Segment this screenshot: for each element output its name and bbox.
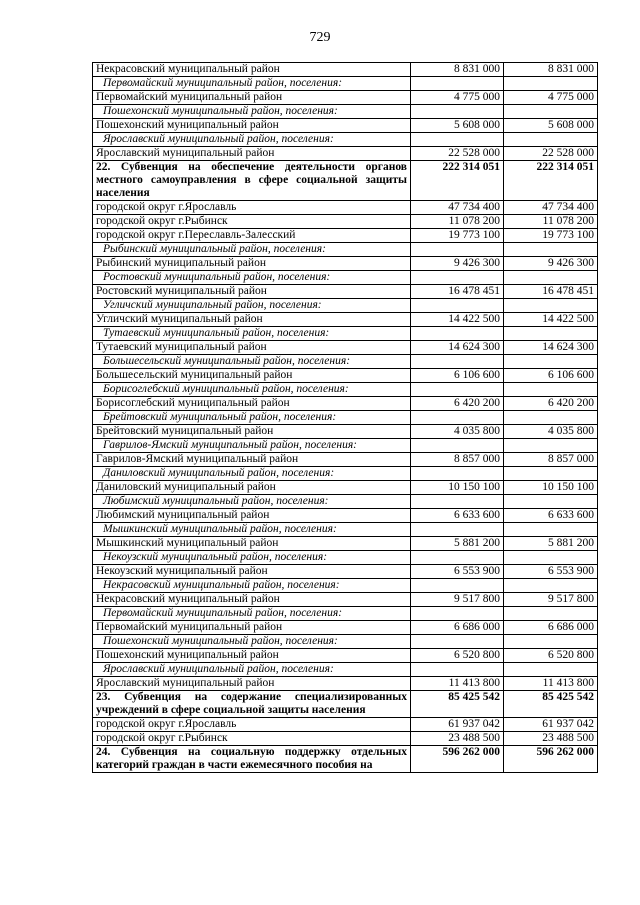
row-name: Пошехонский муниципальный район xyxy=(93,649,411,663)
subheading-row xyxy=(93,607,598,621)
row-name: Ростовский муниципальный район xyxy=(93,285,411,299)
value-col-1 xyxy=(411,439,504,453)
value-col-2: 4 775 000 xyxy=(504,91,598,105)
value-col-1: 6 633 600 xyxy=(411,509,504,523)
subheading-label: Брейтовский муниципальный район, поселения: xyxy=(93,411,411,425)
value-col-1 xyxy=(411,663,504,677)
row-name: Рыбинский муниципальный район xyxy=(93,257,411,271)
value-col-1: 5 881 200 xyxy=(411,537,504,551)
subheading-label: Первомайский муниципальный район, поселения: xyxy=(93,607,411,621)
subheading-row xyxy=(93,327,598,341)
value-col-1 xyxy=(411,77,504,91)
subheading-row xyxy=(93,243,598,257)
subheading-row xyxy=(93,133,598,147)
row-name: Угличский муниципальный район xyxy=(93,313,411,327)
table-row xyxy=(93,63,598,77)
table-row xyxy=(93,732,598,746)
row-name: Борисоглебский муниципальный район xyxy=(93,397,411,411)
value-col-2 xyxy=(504,439,598,453)
subheading-label: Ярославский муниципальный район, поселения: xyxy=(93,663,411,677)
value-col-2 xyxy=(504,77,598,91)
budget-table xyxy=(92,62,598,773)
subheading-label: Любимский муниципальный район, поселения: xyxy=(93,495,411,509)
subheading-row xyxy=(93,551,598,565)
value-col-2: 8 831 000 xyxy=(504,63,598,77)
value-col-1 xyxy=(411,133,504,147)
value-col-1 xyxy=(411,383,504,397)
value-col-2: 5 881 200 xyxy=(504,537,598,551)
budget-table-body xyxy=(93,63,598,773)
row-name: городской округ г.Ярославль xyxy=(93,201,411,215)
table-row xyxy=(93,621,598,635)
subheading-row xyxy=(93,105,598,119)
table-row xyxy=(93,481,598,495)
table-row xyxy=(93,91,598,105)
value-col-2: 11 413 800 xyxy=(504,677,598,691)
row-name: Некоузский муниципальный район xyxy=(93,565,411,579)
value-col-1: 6 106 600 xyxy=(411,369,504,383)
value-col-1 xyxy=(411,327,504,341)
value-col-2: 6 686 000 xyxy=(504,621,598,635)
subheading-row xyxy=(93,299,598,313)
table-row xyxy=(93,425,598,439)
value-col-2: 9 426 300 xyxy=(504,257,598,271)
subheading-row xyxy=(93,663,598,677)
subheading-row xyxy=(93,355,598,369)
value-col-1: 5 608 000 xyxy=(411,119,504,133)
table-row xyxy=(93,147,598,161)
subheading-row xyxy=(93,411,598,425)
value-col-1 xyxy=(411,551,504,565)
table-row xyxy=(93,313,598,327)
subheading-label: Первомайский муниципальный район, поселения: xyxy=(93,77,411,91)
value-col-2 xyxy=(504,635,598,649)
value-col-2: 6 553 900 xyxy=(504,565,598,579)
row-name: городской округ г.Рыбинск xyxy=(93,732,411,746)
value-col-2: 8 857 000 xyxy=(504,453,598,467)
value-col-2: 85 425 542 xyxy=(504,691,598,718)
subheading-label: Пошехонский муниципальный район, поселения: xyxy=(93,105,411,119)
value-col-2 xyxy=(504,299,598,313)
value-col-2: 222 314 051 xyxy=(504,161,598,201)
value-col-2: 596 262 000 xyxy=(504,746,598,773)
value-col-1: 19 773 100 xyxy=(411,229,504,243)
row-name: Любимский муниципальный район xyxy=(93,509,411,523)
row-name: Ярославский муниципальный район xyxy=(93,147,411,161)
value-col-1 xyxy=(411,467,504,481)
table-row xyxy=(93,397,598,411)
value-col-1 xyxy=(411,607,504,621)
value-col-2 xyxy=(504,523,598,537)
table-row xyxy=(93,593,598,607)
table-row xyxy=(93,119,598,133)
subheading-label: Ростовский муниципальный район, поселения: xyxy=(93,271,411,285)
row-name: 23. Субвенция на содержание специализированных учреждений в сфере социальной защиты населения xyxy=(93,691,411,718)
page-number: 729 xyxy=(309,30,331,45)
value-col-1: 6 520 800 xyxy=(411,649,504,663)
value-col-2: 14 624 300 xyxy=(504,341,598,355)
value-col-2: 6 520 800 xyxy=(504,649,598,663)
value-col-1: 6 420 200 xyxy=(411,397,504,411)
value-col-2 xyxy=(504,579,598,593)
value-col-1 xyxy=(411,523,504,537)
table-row xyxy=(93,369,598,383)
table-row xyxy=(93,718,598,732)
section-row xyxy=(93,746,598,773)
table-row xyxy=(93,509,598,523)
section-row xyxy=(93,161,598,201)
value-col-2: 5 608 000 xyxy=(504,119,598,133)
value-col-2 xyxy=(504,467,598,481)
value-col-2: 14 422 500 xyxy=(504,313,598,327)
subheading-row xyxy=(93,271,598,285)
value-col-1 xyxy=(411,411,504,425)
value-col-1: 596 262 000 xyxy=(411,746,504,773)
table-row xyxy=(93,453,598,467)
row-name: Даниловский муниципальный район xyxy=(93,481,411,495)
value-col-2: 10 150 100 xyxy=(504,481,598,495)
value-col-2 xyxy=(504,551,598,565)
value-col-2: 22 528 000 xyxy=(504,147,598,161)
subheading-row xyxy=(93,467,598,481)
value-col-2 xyxy=(504,411,598,425)
table-row xyxy=(93,215,598,229)
value-col-1: 6 553 900 xyxy=(411,565,504,579)
value-col-2 xyxy=(504,327,598,341)
value-col-2 xyxy=(504,355,598,369)
value-col-1: 23 488 500 xyxy=(411,732,504,746)
row-name: Ярославский муниципальный район xyxy=(93,677,411,691)
row-name: городской округ г.Рыбинск xyxy=(93,215,411,229)
subheading-label: Ярославский муниципальный район, поселения: xyxy=(93,133,411,147)
row-name: Гаврилов-Ямский муниципальный район xyxy=(93,453,411,467)
subheading-row xyxy=(93,495,598,509)
value-col-1: 14 624 300 xyxy=(411,341,504,355)
subheading-label: Некоузский муниципальный район, поселения: xyxy=(93,551,411,565)
subheading-label: Гаврилов-Ямский муниципальный район, поселения: xyxy=(93,439,411,453)
subheading-label: Большесельский муниципальный район, поселения: xyxy=(93,355,411,369)
row-name: Некрасовский муниципальный район xyxy=(93,63,411,77)
subheading-label: Некрасовский муниципальный район, поселения: xyxy=(93,579,411,593)
value-col-1 xyxy=(411,105,504,119)
value-col-2 xyxy=(504,383,598,397)
table-row xyxy=(93,341,598,355)
value-col-1: 222 314 051 xyxy=(411,161,504,201)
table-row xyxy=(93,285,598,299)
value-col-2 xyxy=(504,607,598,621)
subheading-row xyxy=(93,77,598,91)
value-col-1: 10 150 100 xyxy=(411,481,504,495)
subheading-label: Борисоглебский муниципальный район, поселения: xyxy=(93,383,411,397)
table-row xyxy=(93,677,598,691)
subheading-label: Тутаевский муниципальный район, поселения: xyxy=(93,327,411,341)
value-col-2: 11 078 200 xyxy=(504,215,598,229)
row-name: Мышкинский муниципальный район xyxy=(93,537,411,551)
value-col-1: 11 413 800 xyxy=(411,677,504,691)
value-col-1: 85 425 542 xyxy=(411,691,504,718)
value-col-2 xyxy=(504,663,598,677)
row-name: Тутаевский муниципальный район xyxy=(93,341,411,355)
value-col-1: 8 831 000 xyxy=(411,63,504,77)
value-col-1: 9 426 300 xyxy=(411,257,504,271)
subheading-row xyxy=(93,523,598,537)
subheading-row xyxy=(93,439,598,453)
value-col-2 xyxy=(504,105,598,119)
value-col-2: 6 633 600 xyxy=(504,509,598,523)
value-col-1: 22 528 000 xyxy=(411,147,504,161)
value-col-2: 6 420 200 xyxy=(504,397,598,411)
value-col-1 xyxy=(411,271,504,285)
section-row xyxy=(93,691,598,718)
value-col-1: 14 422 500 xyxy=(411,313,504,327)
row-name: городской округ г.Ярославль xyxy=(93,718,411,732)
value-col-1 xyxy=(411,299,504,313)
subheading-row xyxy=(93,635,598,649)
row-name: 22. Субвенция на обеспечение деятельности органов местного самоуправления в сфере социальной защиты населения xyxy=(93,161,411,201)
value-col-2 xyxy=(504,495,598,509)
value-col-2: 23 488 500 xyxy=(504,732,598,746)
row-name: 24. Субвенция на социальную поддержку отдельных категорий граждан в части ежемесячного пособия на xyxy=(93,746,411,773)
row-name: Пошехонский муниципальный район xyxy=(93,119,411,133)
row-name: Брейтовский муниципальный район xyxy=(93,425,411,439)
row-name: Первомайский муниципальный район xyxy=(93,91,411,105)
value-col-1 xyxy=(411,635,504,649)
value-col-2: 16 478 451 xyxy=(504,285,598,299)
value-col-2 xyxy=(504,133,598,147)
row-name: Первомайский муниципальный район xyxy=(93,621,411,635)
table-row xyxy=(93,565,598,579)
table-row xyxy=(93,201,598,215)
table-row xyxy=(93,649,598,663)
table-row xyxy=(93,229,598,243)
value-col-1 xyxy=(411,243,504,257)
subheading-label: Пошехонский муниципальный район, поселения: xyxy=(93,635,411,649)
value-col-1: 4 775 000 xyxy=(411,91,504,105)
value-col-2: 9 517 800 xyxy=(504,593,598,607)
value-col-1: 61 937 042 xyxy=(411,718,504,732)
value-col-2: 61 937 042 xyxy=(504,718,598,732)
value-col-1 xyxy=(411,495,504,509)
subheading-label: Рыбинский муниципальный район, поселения: xyxy=(93,243,411,257)
row-name: Некрасовский муниципальный район xyxy=(93,593,411,607)
subheading-label: Угличский муниципальный район, поселения: xyxy=(93,299,411,313)
table-row xyxy=(93,537,598,551)
subheading-label: Мышкинский муниципальный район, поселения: xyxy=(93,523,411,537)
value-col-2: 47 734 400 xyxy=(504,201,598,215)
value-col-2 xyxy=(504,271,598,285)
value-col-1: 6 686 000 xyxy=(411,621,504,635)
value-col-1: 4 035 800 xyxy=(411,425,504,439)
row-name: Большесельский муниципальный район xyxy=(93,369,411,383)
value-col-1: 47 734 400 xyxy=(411,201,504,215)
value-col-2: 4 035 800 xyxy=(504,425,598,439)
value-col-1: 8 857 000 xyxy=(411,453,504,467)
value-col-1: 16 478 451 xyxy=(411,285,504,299)
value-col-1: 9 517 800 xyxy=(411,593,504,607)
value-col-1: 11 078 200 xyxy=(411,215,504,229)
table-row xyxy=(93,257,598,271)
subheading-label: Даниловский муниципальный район, поселения: xyxy=(93,467,411,481)
row-name: городской округ г.Переславль-Залесский xyxy=(93,229,411,243)
subheading-row xyxy=(93,383,598,397)
value-col-2 xyxy=(504,243,598,257)
value-col-2: 19 773 100 xyxy=(504,229,598,243)
value-col-1 xyxy=(411,579,504,593)
subheading-row xyxy=(93,579,598,593)
value-col-2: 6 106 600 xyxy=(504,369,598,383)
value-col-1 xyxy=(411,355,504,369)
